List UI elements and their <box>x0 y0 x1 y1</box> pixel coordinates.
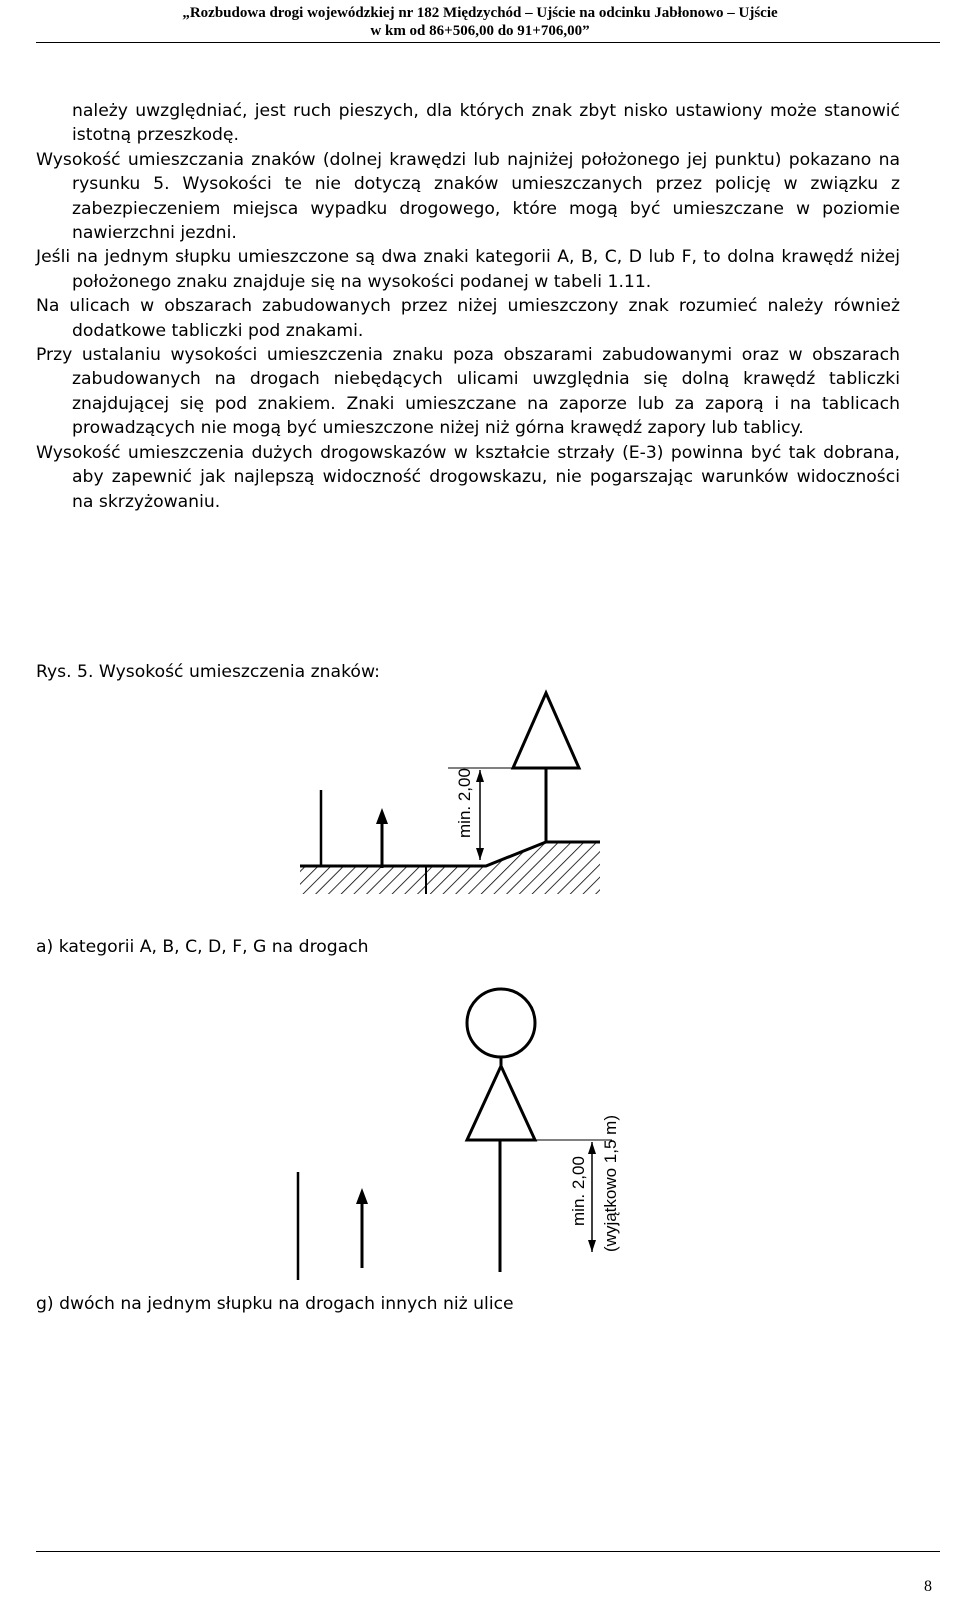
paragraph-4: Na ulicach w obszarach zabudowanych przez niżej umieszczony znak rozumieć należy również dodatkowe tabliczki pod znakami. <box>36 296 900 341</box>
arrow-up-icon <box>376 808 388 868</box>
document-header <box>0 4 960 40</box>
figure-a-caption: a) kategorii A, B, C, D, F, G na drogach <box>36 937 369 957</box>
paragraph-2: Wysokość umieszczania znaków (dolnej krawędzi lub najniżej położonego jej punktu) pokazano na rysunku 5. Wysokości te nie dotyczą znaków umieszczanych przez policję w związku z zabezpieczeniem miejsca wypadku drogowego, które mogą być umieszczane w poziomie nawierzchni jezdni. <box>36 149 900 244</box>
arrow-up-icon <box>356 1188 368 1268</box>
figure-a-ground <box>300 842 600 894</box>
figure-g-dimension-label: min. 2,00 <box>569 1156 588 1226</box>
figure-a-drawing <box>0 680 960 930</box>
body-text <box>36 99 900 514</box>
paragraph-5: Przy ustalaniu wysokości umieszczenia znaku poza obszarami zabudowanymi oraz w obszarach zabudowanych na drogach niebędących ulicami uwzględnia się dolną krawędź tabliczki znajdującej się pod znakiem. Znaki umieszczane na zaporze lub za zaporą i na tablicach prowadzących nie mogą być umieszczone niżej niż górna krawędź zapory lub tablicy. <box>36 345 900 439</box>
paragraph-6: Wysokość umieszczenia dużych drogowskazów w kształcie strzały (E-3) powinna być tak dobrana, aby zapewnić jak najlepszą widoczność drogowskazu, nie pogarszając warunków widoczności na skrzyżowaniu. <box>36 442 900 512</box>
header-line-1: „Rozbudowa drogi wojewódzkiej nr 182 Międzychód – Ujście na odcinku Jabłonowo – Ujście <box>182 5 778 21</box>
footer-rule <box>36 1551 940 1552</box>
figure-g-exception-label: (wyjątkowo 1,5 m) <box>601 1115 620 1252</box>
figure-g-caption: g) dwóch na jednym słupku na drogach innych niż ulice <box>36 1294 514 1314</box>
header-rule <box>36 42 940 43</box>
figure-title: Rys. 5. Wysokość umieszczenia znaków: <box>36 662 380 682</box>
header-line-2: w km od 86+506,00 do 91+706,00” <box>370 23 590 39</box>
paragraph-1: należy uwzględniać, jest ruch pieszych, dla których znak zbyt nisko ustawiony może stanowić istotną przeszkodę. <box>72 101 900 146</box>
figure-g-drawing <box>0 975 960 1280</box>
page-number: 8 <box>924 1578 932 1595</box>
figure-g-sign-post <box>467 989 535 1272</box>
paragraph-3: Jeśli na jednym słupku umieszczone są dwa znaki kategorii A, B, C, D lub F, to dolna krawędź niżej położonego znaku znajduje się na wysokości podanej w tabeli 1.11. <box>36 247 900 292</box>
figure-a-dimension-label: min. 2,00 <box>455 768 474 838</box>
